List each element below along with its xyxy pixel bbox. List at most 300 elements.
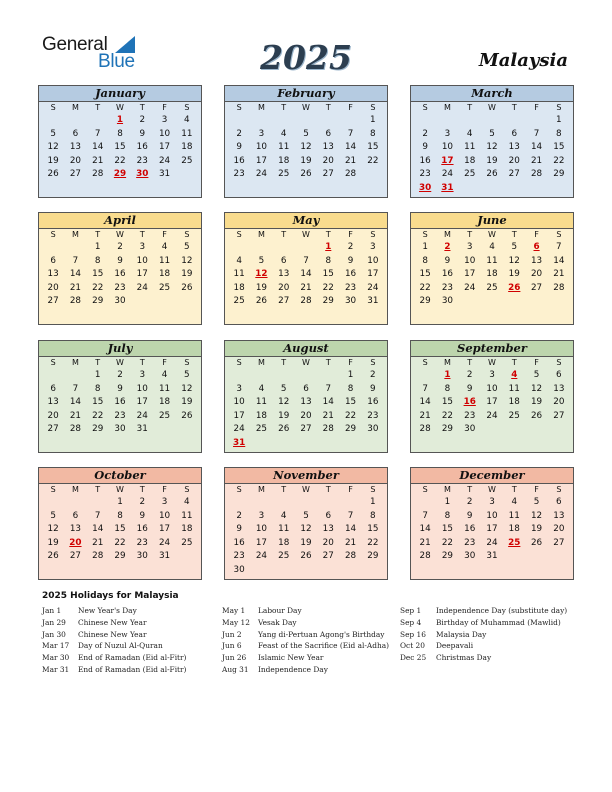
weekday-label: S	[184, 230, 190, 239]
empty-cell	[228, 114, 250, 128]
empty-cell	[317, 496, 339, 510]
day-cell: 20	[47, 282, 59, 293]
day-cell: 20	[553, 524, 565, 535]
weekday-label: T	[325, 358, 331, 367]
day-cell: 4	[258, 383, 265, 394]
day-cell: 6	[303, 383, 309, 394]
weekday-label: T	[281, 358, 287, 367]
weekday-label: T	[511, 230, 517, 239]
weekday-label: W	[302, 230, 310, 239]
day-cell: 28	[419, 424, 431, 435]
day-cell: 9	[139, 128, 146, 139]
day-cell: 15	[114, 524, 126, 535]
day-cell: 9	[370, 383, 376, 394]
holiday-row	[42, 617, 186, 629]
weekday-label: S	[50, 358, 56, 367]
day-cell: 15	[344, 397, 357, 408]
day-cell: 22	[344, 410, 357, 421]
day-cell: 21	[530, 155, 543, 166]
day-cell: 9	[466, 510, 473, 521]
holiday-date: Mar 17	[42, 641, 70, 651]
holiday-name: Malaysia Day	[436, 629, 487, 639]
weekday-label: T	[467, 230, 473, 239]
day-cell: 2	[466, 370, 473, 380]
day-cell: 27	[530, 282, 543, 293]
day-cell: 19	[181, 269, 193, 280]
day-cell: 23	[136, 155, 148, 166]
day-cell: 21	[300, 282, 312, 293]
day-cell: 23	[344, 282, 357, 293]
empty-cell	[64, 114, 86, 128]
month-title: February	[225, 86, 387, 102]
day-cell: 25	[158, 282, 171, 293]
day-cell: 19	[486, 155, 498, 166]
day-cell: 3	[139, 370, 146, 380]
month-days-grid	[39, 102, 201, 182]
day-cell: 17	[136, 269, 148, 280]
day-cell: 28	[69, 296, 82, 307]
day-cell: 22	[553, 155, 565, 166]
weekday-label: F	[162, 230, 167, 239]
day-cell: 6	[511, 128, 518, 139]
holiday-name: Chinese New Year	[78, 629, 147, 639]
day-cell: 19	[278, 410, 290, 421]
day-cell: 4	[161, 370, 168, 380]
day-cell: 28	[530, 169, 543, 180]
day-cell: 18	[508, 524, 520, 535]
day-cell: 8	[325, 255, 332, 266]
day-cell: 3	[161, 497, 168, 507]
month-days-grid	[225, 102, 387, 182]
logo-text-general: General	[42, 34, 108, 55]
day-cell: 14	[300, 269, 312, 280]
weekday-label: S	[370, 485, 376, 494]
day-cell: 19	[47, 537, 59, 548]
day-cell: 26	[47, 169, 59, 180]
day-cell: 20	[278, 282, 290, 293]
day-cell: 11	[181, 128, 193, 139]
day-cell: 27	[553, 410, 565, 421]
weekday-label: F	[534, 103, 539, 112]
day-cell: 14	[344, 142, 357, 153]
weekday-label: F	[162, 358, 167, 367]
holiday-row	[42, 640, 186, 652]
empty-cell	[228, 241, 250, 255]
day-cell: 21	[322, 410, 334, 421]
day-cell: 19	[508, 269, 520, 280]
weekday-label: T	[139, 485, 145, 494]
day-cell: 11	[278, 142, 290, 153]
day-cell: 14	[344, 524, 357, 535]
day-cell: 19	[300, 155, 312, 166]
day-cell: 9	[422, 142, 428, 153]
month-days-grid	[39, 484, 201, 564]
day-cell: 27	[322, 551, 334, 562]
empty-cell	[250, 241, 272, 255]
weekday-label: S	[50, 485, 56, 494]
day-cell: 2	[422, 128, 428, 139]
day-cell: 25	[486, 282, 498, 293]
weekday-label: T	[467, 103, 473, 112]
empty-cell	[250, 369, 272, 383]
day-cell: 5	[303, 510, 309, 521]
day-cell: 21	[92, 155, 104, 166]
day-cell: 30	[464, 551, 476, 562]
holiday-row	[222, 617, 389, 629]
empty-cell	[273, 369, 295, 383]
day-cell: 7	[325, 383, 332, 394]
month-title: October	[39, 468, 201, 484]
day-cell: 18	[255, 410, 268, 421]
holiday-row	[222, 640, 389, 652]
day-cell: 19	[530, 524, 543, 535]
day-cell: 8	[444, 383, 451, 394]
day-cell: 6	[50, 255, 56, 266]
month-title: May	[225, 213, 387, 229]
empty-cell	[64, 369, 86, 383]
day-cell: 13	[47, 397, 59, 408]
weekday-label: F	[162, 485, 167, 494]
day-cell: 12	[530, 383, 543, 394]
weekday-label: S	[422, 358, 428, 367]
day-cell: 29	[441, 424, 454, 435]
day-cell: 29	[441, 551, 454, 562]
day-cell: 18	[508, 397, 520, 408]
holiday-row	[222, 664, 389, 676]
day-cell: 12	[47, 142, 59, 153]
holiday-day-cell: 25	[508, 537, 521, 548]
holiday-date: Sep 4	[400, 617, 422, 627]
day-cell: 29	[322, 296, 334, 307]
day-cell: 15	[92, 397, 104, 408]
holiday-date: Sep 1	[400, 606, 422, 615]
day-cell: 13	[553, 383, 565, 394]
weekday-label: M	[443, 485, 451, 494]
day-cell: 21	[419, 410, 431, 421]
day-cell: 24	[158, 537, 171, 548]
holiday-day-cell: 26	[508, 282, 521, 293]
weekday-label: W	[302, 485, 310, 494]
holiday-date: Sep 16	[400, 629, 426, 639]
day-cell: 16	[114, 397, 126, 408]
day-cell: 13	[508, 142, 520, 153]
day-cell: 21	[344, 537, 357, 548]
empty-cell	[87, 114, 109, 128]
empty-cell	[87, 496, 109, 510]
day-cell: 20	[530, 269, 543, 280]
day-cell: 28	[322, 424, 334, 435]
day-cell: 9	[444, 255, 451, 266]
day-cell: 27	[47, 296, 59, 307]
holiday-day-cell: 6	[533, 242, 540, 252]
month-title: January	[39, 86, 201, 102]
day-cell: 27	[69, 169, 82, 180]
day-cell: 22	[419, 282, 431, 293]
day-cell: 11	[255, 397, 268, 408]
day-cell: 28	[344, 551, 357, 562]
day-cell: 11	[181, 510, 193, 521]
day-cell: 26	[181, 282, 193, 293]
day-cell: 13	[278, 269, 290, 280]
day-cell: 28	[344, 169, 357, 180]
weekday-label: F	[534, 485, 539, 494]
day-cell: 18	[158, 269, 171, 280]
holiday-day-cell: 1	[325, 242, 332, 252]
day-cell: 3	[444, 128, 451, 139]
day-cell: 5	[533, 370, 540, 380]
day-cell: 26	[486, 169, 498, 180]
month-june	[410, 212, 574, 325]
month-april	[38, 212, 202, 325]
day-cell: 12	[300, 524, 312, 535]
month-december	[410, 467, 574, 580]
empty-cell	[42, 369, 64, 383]
empty-cell	[273, 241, 295, 255]
day-cell: 22	[114, 537, 126, 548]
day-cell: 2	[117, 370, 123, 380]
day-cell: 21	[344, 155, 357, 166]
weekday-label: S	[236, 230, 242, 239]
day-cell: 7	[556, 242, 562, 252]
day-cell: 13	[47, 269, 59, 280]
day-cell: 28	[553, 282, 565, 293]
day-cell: 14	[419, 524, 431, 535]
day-cell: 2	[117, 242, 123, 252]
day-cell: 28	[92, 551, 104, 562]
day-cell: 19	[181, 397, 193, 408]
weekday-label: T	[325, 485, 331, 494]
holiday-row	[400, 652, 567, 664]
day-cell: 2	[466, 497, 473, 507]
weekday-label: M	[443, 230, 451, 239]
day-cell: 25	[181, 155, 193, 166]
day-cell: 23	[114, 410, 126, 421]
day-cell: 26	[300, 169, 312, 180]
holiday-name: Vesak Day	[258, 617, 297, 627]
day-cell: 16	[419, 155, 431, 166]
day-cell: 10	[464, 255, 476, 266]
day-cell: 5	[50, 128, 56, 139]
weekday-label: W	[116, 103, 124, 112]
day-cell: 14	[92, 524, 104, 535]
holiday-date: Oct 20	[400, 641, 425, 651]
day-cell: 16	[114, 269, 126, 280]
day-cell: 12	[486, 142, 498, 153]
month-days-grid	[411, 484, 573, 564]
day-cell: 13	[530, 255, 543, 266]
day-cell: 2	[139, 115, 146, 125]
month-january	[38, 85, 202, 198]
holiday-name: Islamic New Year	[258, 653, 324, 663]
weekday-label: F	[348, 230, 353, 239]
day-cell: 24	[136, 282, 148, 293]
day-cell: 17	[464, 269, 476, 280]
empty-cell	[339, 496, 361, 510]
day-cell: 24	[441, 169, 454, 180]
day-cell: 24	[255, 551, 268, 562]
weekday-label: W	[116, 485, 124, 494]
day-cell: 12	[278, 397, 290, 408]
weekday-label: F	[348, 485, 353, 494]
month-october	[38, 467, 202, 580]
day-cell: 8	[94, 255, 101, 266]
day-cell: 30	[464, 424, 476, 435]
day-cell: 20	[553, 397, 565, 408]
day-cell: 5	[50, 510, 56, 521]
day-cell: 7	[347, 510, 354, 521]
day-cell: 23	[464, 410, 476, 421]
holiday-name: New Year's Day	[78, 606, 137, 615]
empty-cell	[273, 114, 295, 128]
day-cell: 27	[322, 169, 334, 180]
day-cell: 1	[370, 115, 376, 125]
day-cell: 4	[511, 497, 518, 507]
day-cell: 27	[300, 424, 312, 435]
day-cell: 14	[69, 269, 82, 280]
day-cell: 16	[136, 142, 148, 153]
month-days-grid	[39, 229, 201, 309]
holiday-date: Jun 26	[222, 653, 247, 663]
weekday-label: W	[488, 485, 496, 494]
day-cell: 3	[258, 128, 265, 139]
day-cell: 15	[367, 524, 379, 535]
weekday-label: F	[348, 358, 353, 367]
holiday-name: Yang di-Pertuan Agong's Birthday	[258, 629, 385, 639]
day-cell: 27	[69, 551, 82, 562]
weekday-label: M	[257, 103, 265, 112]
day-cell: 18	[464, 155, 476, 166]
holiday-row	[42, 605, 186, 617]
day-cell: 24	[233, 424, 245, 435]
holiday-name: Birthday of Muhammad (Mawlid)	[436, 617, 561, 627]
day-cell: 2	[139, 497, 146, 507]
day-cell: 11	[508, 510, 520, 521]
day-cell: 15	[553, 142, 565, 153]
day-cell: 3	[370, 242, 376, 252]
holiday-name: Independence Day (substitute day)	[436, 606, 568, 615]
day-cell: 20	[300, 410, 312, 421]
weekday-label: S	[184, 358, 190, 367]
day-cell: 1	[94, 242, 101, 252]
day-cell: 7	[533, 128, 540, 139]
day-cell: 28	[92, 169, 104, 180]
day-cell: 10	[158, 510, 171, 521]
day-cell: 10	[255, 142, 268, 153]
holiday-row	[42, 629, 186, 641]
weekday-label: T	[281, 485, 287, 494]
holiday-date: Jun 2	[222, 629, 242, 639]
day-cell: 15	[367, 142, 379, 153]
month-november	[224, 467, 388, 580]
day-cell: 17	[486, 524, 498, 535]
day-cell: 5	[511, 242, 518, 252]
day-cell: 19	[47, 155, 59, 166]
day-cell: 17	[136, 397, 148, 408]
logo-text-blue: Blue	[98, 51, 135, 72]
day-cell: 26	[47, 551, 59, 562]
month-title: March	[411, 86, 573, 102]
empty-cell	[64, 241, 86, 255]
day-cell: 16	[233, 155, 245, 166]
day-cell: 8	[347, 383, 354, 394]
weekday-label: W	[488, 230, 496, 239]
day-cell: 7	[422, 383, 428, 394]
day-cell: 17	[255, 537, 268, 548]
day-cell: 8	[117, 128, 123, 139]
day-cell: 26	[255, 296, 268, 307]
holiday-day-cell: 4	[511, 370, 518, 380]
day-cell: 18	[486, 269, 498, 280]
holiday-name: End of Ramadan (Eid al-Fitr)	[78, 653, 187, 663]
day-cell: 31	[136, 424, 148, 435]
day-cell: 10	[233, 397, 245, 408]
weekday-label: M	[71, 103, 79, 112]
day-cell: 25	[508, 410, 520, 421]
day-cell: 13	[300, 397, 312, 408]
day-cell: 24	[136, 410, 148, 421]
weekday-label: T	[281, 103, 287, 112]
day-cell: 12	[181, 383, 193, 394]
day-cell: 10	[255, 524, 268, 535]
holiday-row	[222, 629, 389, 641]
empty-cell	[42, 114, 64, 128]
day-cell: 29	[92, 424, 104, 435]
weekday-label: T	[95, 358, 101, 367]
month-february	[224, 85, 388, 198]
weekday-label: S	[556, 230, 562, 239]
month-title: August	[225, 341, 387, 357]
day-cell: 7	[94, 510, 101, 521]
day-cell: 15	[92, 269, 104, 280]
day-cell: 24	[486, 410, 498, 421]
month-days-grid	[411, 102, 573, 196]
day-cell: 11	[508, 383, 520, 394]
weekday-label: S	[370, 358, 376, 367]
day-cell: 1	[94, 370, 101, 380]
day-cell: 1	[556, 115, 562, 125]
holiday-row	[400, 629, 567, 641]
holiday-day-cell: 16	[463, 397, 476, 408]
empty-cell	[228, 496, 250, 510]
empty-cell	[250, 114, 272, 128]
day-cell: 20	[322, 537, 334, 548]
day-cell: 6	[325, 128, 332, 139]
holiday-day-cell: 30	[136, 169, 149, 180]
holiday-column	[400, 605, 567, 664]
weekday-label: S	[184, 103, 190, 112]
holiday-row	[222, 652, 389, 664]
weekday-label: S	[556, 358, 562, 367]
day-cell: 25	[278, 551, 290, 562]
day-cell: 20	[47, 410, 59, 421]
weekday-label: T	[95, 230, 101, 239]
day-cell: 3	[161, 115, 168, 125]
day-cell: 11	[464, 142, 476, 153]
holiday-date: Aug 31	[222, 664, 249, 674]
day-cell: 10	[441, 142, 454, 153]
day-cell: 12	[300, 142, 312, 153]
day-cell: 14	[322, 397, 334, 408]
day-cell: 7	[72, 255, 79, 266]
holiday-name: Chinese New Year	[78, 617, 147, 627]
day-cell: 5	[533, 497, 540, 507]
day-cell: 14	[419, 397, 431, 408]
day-cell: 22	[441, 410, 454, 421]
empty-cell	[42, 496, 64, 510]
day-cell: 15	[441, 397, 454, 408]
day-cell: 24	[158, 155, 171, 166]
day-cell: 31	[158, 551, 171, 562]
